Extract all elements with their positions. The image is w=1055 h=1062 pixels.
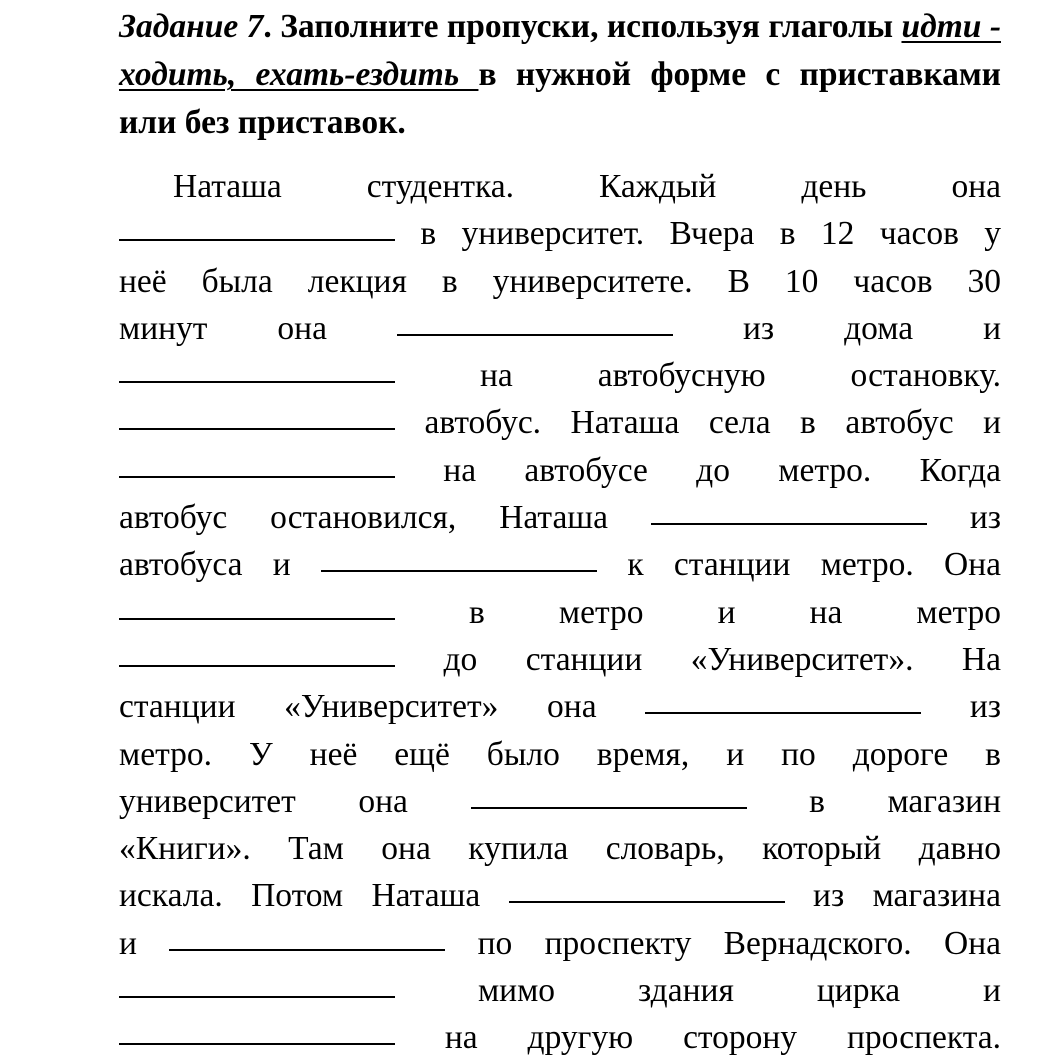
text-line xyxy=(119,541,1001,588)
text-segment: в метро и на метро xyxy=(395,593,1001,631)
text-line xyxy=(119,399,1001,446)
text-segment: к станции метро. Она xyxy=(597,546,1001,584)
answer-blank[interactable] xyxy=(119,995,395,998)
text-line xyxy=(119,731,1001,778)
text-line xyxy=(119,920,1001,967)
text-line xyxy=(119,825,1001,872)
text-segment: автобус остановился, Наташа xyxy=(119,499,651,537)
text-segment: на автобусе до метро. Когда xyxy=(395,451,1001,489)
text-line xyxy=(119,352,1001,399)
text-line xyxy=(119,447,1001,494)
answer-blank[interactable] xyxy=(119,664,395,667)
answer-blank[interactable] xyxy=(471,806,747,809)
worksheet-page xyxy=(119,0,1002,1057)
text-segment: неё была лекция в университете. В 10 часов 30 xyxy=(119,262,1001,300)
answer-blank[interactable] xyxy=(119,617,395,620)
text-segment: метро. У неё ещё было время, и по дороге в xyxy=(119,735,1001,773)
answer-blank[interactable] xyxy=(321,569,597,572)
answer-blank[interactable] xyxy=(119,380,395,383)
text-line xyxy=(119,683,1001,730)
answer-blank[interactable] xyxy=(509,900,785,903)
text-segment: из магазина xyxy=(784,877,1001,915)
task-heading xyxy=(119,0,1001,147)
text-line xyxy=(119,258,1001,305)
text-segment: станции «Университет» она xyxy=(119,688,646,726)
text-segment: в университет. Вчера в 12 часов у xyxy=(395,215,1001,253)
text-line xyxy=(119,872,1001,919)
text-segment: из xyxy=(921,688,1001,726)
text-segment: университет она xyxy=(119,782,471,820)
text-segment: на автобусную остановку. xyxy=(395,357,1001,395)
text-segment: на другую сторону проспекта. xyxy=(395,1019,1001,1057)
answer-blank[interactable] xyxy=(119,1042,395,1045)
text-segment: до станции «Университет». На xyxy=(395,640,1001,678)
verbs-underlined: идти - ходить, ехать-ездить xyxy=(119,8,1001,93)
task-label-dot: . xyxy=(263,8,272,45)
text-segment: автобус. Наташа села в автобус и xyxy=(395,404,1001,442)
text-segment: из дома и xyxy=(672,309,1001,347)
text-segment: минут она xyxy=(119,309,397,347)
text-segment: из xyxy=(926,499,1001,537)
text-segment: искала. Потом Наташа xyxy=(119,877,509,915)
text-line xyxy=(119,778,1001,825)
task-label: Задание 7 xyxy=(119,8,264,45)
text-line xyxy=(119,636,1001,683)
text-segment: в магазин xyxy=(746,782,1002,820)
exercise-text xyxy=(119,163,1001,1062)
instruction-text-1: Заполните пропуски, используя глаголы xyxy=(271,8,902,45)
text-segment: по проспекту Вернадского. Она xyxy=(445,924,1001,962)
text-segment: автобуса и xyxy=(119,546,322,584)
text-segment: «Книги». Там она купила словарь, который давно xyxy=(119,830,1001,868)
answer-blank[interactable] xyxy=(169,948,445,951)
instruction-text-2: в нужной форме с приставками или без приставок. xyxy=(119,56,1001,141)
answer-blank[interactable] xyxy=(651,522,927,525)
text-line xyxy=(119,589,1001,636)
text-segment: Наташа студентка. Каждый день она xyxy=(173,168,1001,205)
text-segment: мимо здания цирка и xyxy=(395,972,1001,1010)
text-line xyxy=(119,163,1001,210)
answer-blank[interactable] xyxy=(119,475,395,478)
answer-blank[interactable] xyxy=(397,333,673,336)
text-segment: и xyxy=(119,924,170,962)
text-line xyxy=(119,305,1001,352)
text-line xyxy=(119,210,1001,257)
text-line xyxy=(119,967,1001,1014)
answer-blank[interactable] xyxy=(119,427,395,430)
answer-blank[interactable] xyxy=(645,711,921,714)
answer-blank[interactable] xyxy=(119,238,395,241)
text-line xyxy=(119,494,1001,541)
